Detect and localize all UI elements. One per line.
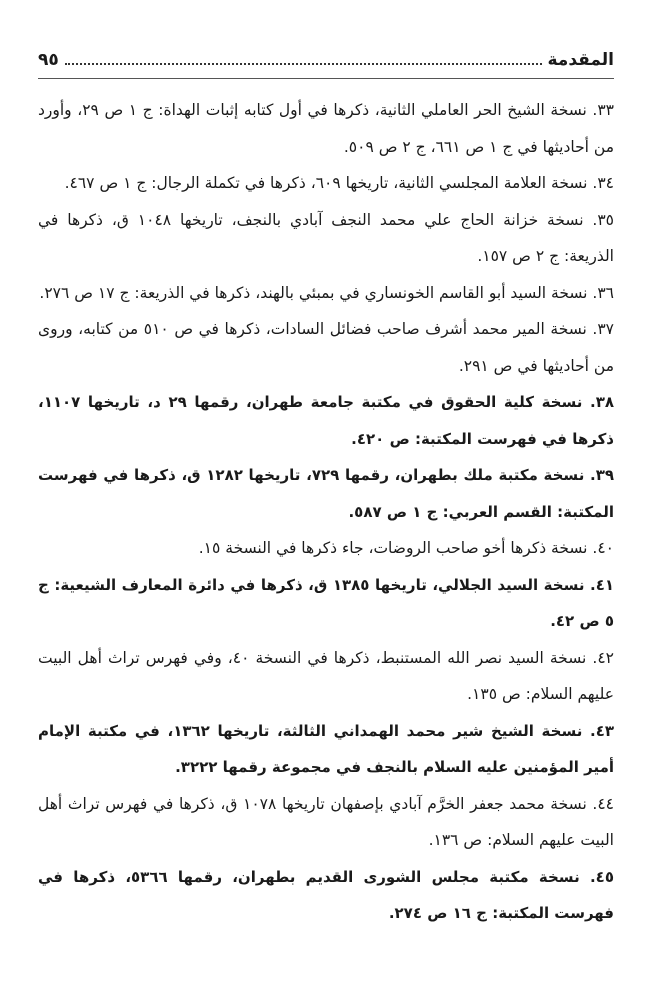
page-number: ٩٥ (38, 50, 59, 70)
list-item: ٣٧. نسخة المير محمد أشرف صاحب فضائل السادات، ذكرها في ص ٥١٠ من كتابه، وروى من أحاديثها في ص ٢٩١. (38, 320, 614, 375)
header-rule (38, 78, 614, 79)
list-item: ٣٦. نسخة السيد أبو القاسم الخونساري في بمبئي بالهند، ذكرها في الذريعة: ج ١٧ ص ٢٧٦. (39, 283, 614, 302)
running-title: المقدمة (547, 50, 614, 70)
list-item: ٤٠. نسخة ذكرها أخو صاحب الروضات، جاء ذكرها في النسخة ١٥. (198, 539, 614, 557)
list-item: ٣٤. نسخة العلامة المجلسي الثانية، تاريخها ٦٠٩، ذكرها في تكملة الرجال: ج ١ ص ٤٦٧. (64, 174, 614, 192)
list-item: ٣٩. نسخة مكتبة ملك بطهران، رقمها ٧٢٩، تاريخها ١٢٨٢ ق، ذكرها في فهرست المكتبة: القسم العربي: ج ١ ص ٥٨٧. (38, 466, 615, 521)
list-item: ٤٣. نسخة الشيخ شير محمد الهمداني الثالثة، تاريخها ١٣٦٢، في مكتبة الإمام أمير المؤمنين عليه السلام بالنجف في مجموعة رقمها ٣٢٢٢. (38, 721, 614, 776)
manuscript-list (38, 92, 614, 932)
list-item: ٤٢. نسخة السيد نصر الله المستنبط، ذكرها في النسخة ٤٠، وفي فهرس تراث أهل البيت عليهم السلام: ص ١٣٥. (38, 648, 614, 703)
list-item: ٤١. نسخة السيد الجلالي، تاريخها ١٣٨٥ ق، ذكرها في دائرة المعارف الشيعية: ج ٥ ص ٤٢. (38, 575, 615, 630)
list-item: ٤٤. نسخة محمد جعفر الخرَّم آبادي بإصفهان تاريخها ١٠٧٨ ق، ذكرها في فهرس تراث أهل البيت عليهم السلام: ص ١٣٦. (38, 794, 614, 849)
list-item: ٣٣. نسخة الشيخ الحر العاملي الثانية، ذكرها في أول كتابه إثبات الهداة: ج ١ ص ٢٩، وأورد من أحاديثها في ج ١ ص ٦٦١، ج ٢ ص ٥٠٩. (38, 101, 615, 156)
page-header (38, 44, 614, 76)
header-dot-leader (65, 63, 542, 65)
list-item: ٤٥. نسخة مكتبة مجلس الشورى القديم بطهران، رقمها ٥٣٦٦، ذكرها في فهرست المكتبة: ج ١٦ ص ٢٧٤. (38, 867, 614, 922)
list-item: ٣٥. نسخة خزانة الحاج علي محمد النجف آبادي بالنجف، تاريخها ١٠٤٨ ق، ذكرها في الذريعة: ج ٢ ص ١٥٧. (38, 210, 614, 265)
list-item: ٣٨. نسخة كلية الحقوق في مكتبة جامعة طهران، رقمها ٢٩ د، تاريخها ١١٠٧، ذكرها في فهرست المكتبة: ص ٤٢٠. (38, 393, 614, 448)
